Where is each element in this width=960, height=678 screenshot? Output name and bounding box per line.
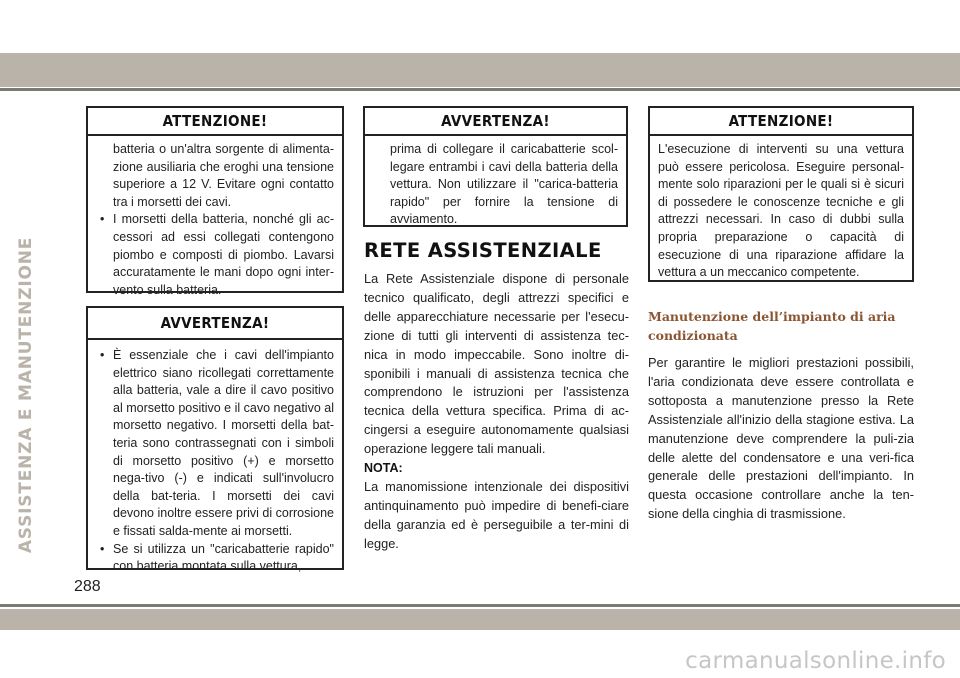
box-title: ATTENZIONE!	[650, 108, 912, 136]
section-title: RETE ASSISTENZIALE	[364, 239, 602, 262]
box-text: batteria o un'altra sorgente di alimenta-zione ausiliaria che eroghi una tensione superiore a 12 V. Evitare ogni contatto tra i morsetti dei cavi.	[113, 142, 334, 209]
box-text: prima di collegare il caricabatterie scol-legare entrambi i cavi della batteria della vettura. Non utilizzare il "carica-batteria rapido" per fornire la tensione di avviamento.	[390, 142, 618, 227]
footer-rule	[0, 604, 960, 607]
header-rule	[0, 88, 960, 91]
side-section-label: ASSISTENZA E MANUTENZIONE	[16, 236, 36, 554]
section-paragraph: La Rete Assistenziale dispone di personale tecnico qualificato, degli attrezzi specifici e delle apparecchiature necessarie per l'esecu-zione di tutti gli interventi di assistenza tec-nica in modo impeccabile. Sono inoltre di-sponibili i manuali di assistenza tecnica che comprendono le istruzioni per l'assistenza tecnica della vettura specifica. Prima di ac-cingersi a eseguire autonomamente qualsiasi operazione leggere tali manuali.	[364, 271, 629, 457]
warning-box-attenzione-1	[86, 106, 344, 297]
bullet-item: • Se si utilizza un "caricabatterie rapido" con batteria montata sulla vettura,	[100, 541, 334, 576]
page-number: 288	[74, 578, 101, 595]
box-bullet-list	[100, 211, 334, 299]
warning-box-attenzione-2	[648, 106, 914, 282]
note-label: NOTA:	[364, 461, 403, 475]
subsection-paragraph: Per garantire le migliori prestazioni possibili, l'aria condizionata deve essere controllata e sottoposta a manutenzione presso la Rete Assistenziale all'inizio della stagione estiva. La manutenzione deve comprendere la puli-zia delle alette del condensatore e una veri-fica generale delle prestazioni dell'impianto. In questa occasione controllare anche la ten-sione della cinghia di trasmissione.	[648, 355, 914, 522]
watermark-text: carmanualsonline.info	[685, 648, 946, 674]
subsection-title: Manutenzione dell’impianto di aria condizionata	[648, 309, 896, 343]
warning-box-avvertenza-1	[86, 306, 344, 574]
warning-box-avvertenza-2	[363, 106, 628, 227]
box-text: L'esecuzione di interventi su una vettura può essere pericolosa. Eseguire personal-mente solo riparazioni per le quali si è sicuri di possedere le conoscenze tecniche e gli attrezzi necessari. In caso di dubbi sulla propria preparazione o capacità di esecuzione di una riparazione affidare la vettura a un meccanico competente.	[658, 142, 904, 280]
footer-band	[0, 609, 960, 630]
bullet-item: • È essenziale che i cavi dell'impianto elettrico siano ricollegati correttamente alla batteria, vale a dire il cavo positivo al morsetto positivo e il cavo negativo al morsetto negativo. I morsetti della bat-teria sono contrassegnati con i simboli di morsetto positivo (+) e morsetto nega-tivo (-) e indicati sull'involucro della bat-teria. I morsetti dei cavi devono inoltre essere privi di corrosione e fissati salda-mente ai morsetti.	[100, 347, 334, 541]
bullet-item: • I morsetti della batteria, nonché gli ac-cessori ad essi collegati contengono piombo e composti di piombo. Lavarsi accuratamente le mani dopo ogni inter-vento sulla batteria.	[100, 211, 334, 299]
box-title: AVVERTENZA!	[365, 108, 626, 136]
header-band	[0, 53, 960, 87]
box-title: AVVERTENZA!	[88, 308, 342, 340]
box-bullet-list	[100, 347, 334, 576]
box-title: ATTENZIONE!	[88, 108, 342, 136]
note-text: La manomissione intenzionale dei dispositivi antinquinamento può impedire di benefi-ciare della garanzia ed è perseguibile a ter-mini di legge.	[364, 479, 629, 551]
